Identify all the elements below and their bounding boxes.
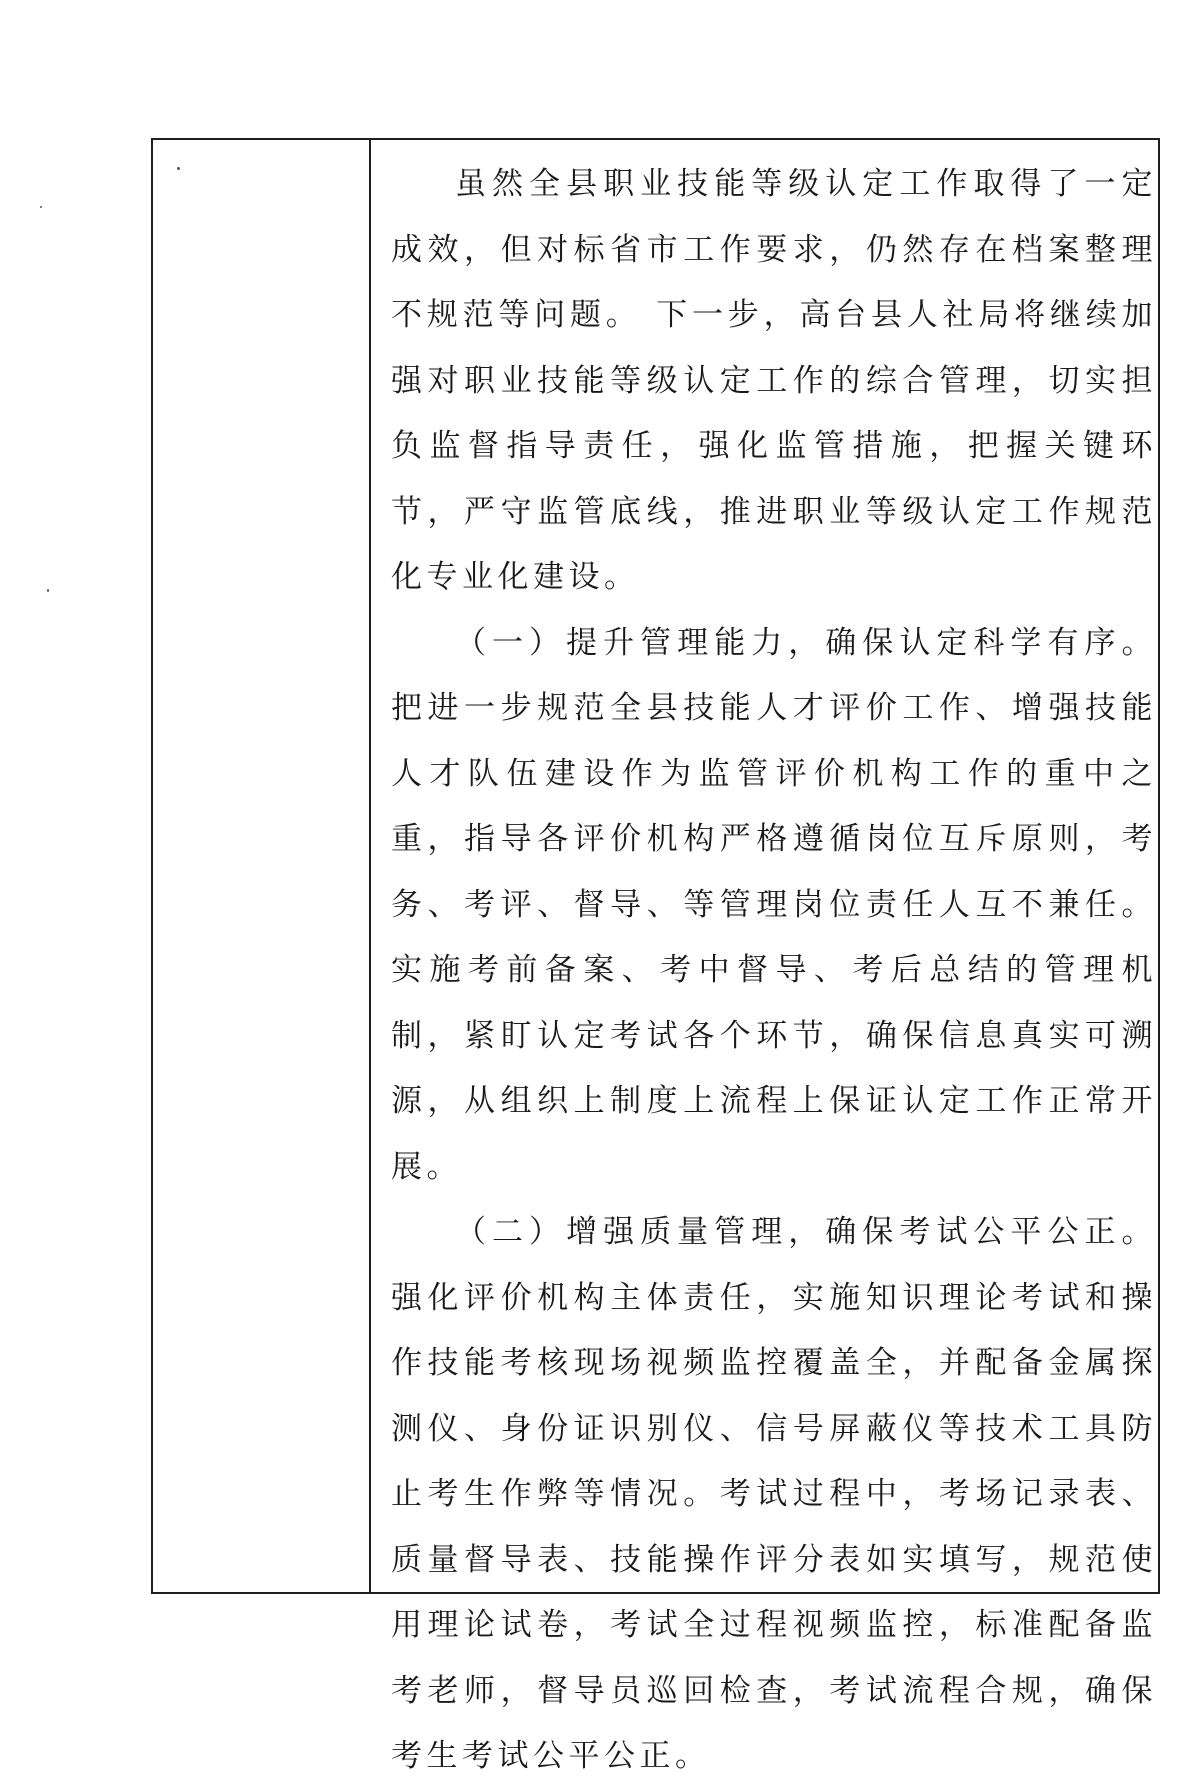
body-text — [391, 152, 1157, 1790]
paragraph-quality-management: （二）增强质量管理，确保考试公平公正。强化评价机构主体责任，实施知识理论考试和操作技能考核现场视频监控覆盖全，并配备金属探测仪、身份证识别仪、信号屏蔽仪等技术工具防止考生作弊等情况。考试过程中，考场记录表、质量督导表、技能操作评分表如实填写，规范使用理论试卷，考试全过程视频监控，标准配备监考老师，督导员巡回检查，考试流程合规，确保考生考试公平公正。 — [391, 1214, 1157, 1774]
paragraph-management-ability: （一）提升管理能力，确保认定科学有序。把进一步规范全县技能人才评价工作、增强技能人才队伍建设作为监管评价机构工作的重中之重，指导各评价机构严格遵循岗位互斥原则，考务、考评、督导、等管理岗位责任人互不兼任。实施考前备案、考中督导、考后总结的管理机制，紧盯认定考试各个环节，确保信息真实可溯源，从组织上制度上流程上保证认定工作正常开展。 — [391, 624, 1157, 1185]
scan-speck — [177, 167, 180, 170]
scan-speck — [40, 206, 42, 208]
left-empty-cell — [153, 140, 369, 1592]
content-cell — [371, 140, 1158, 1774]
bordered-table — [151, 138, 1160, 1774]
scan-speck — [47, 589, 49, 592]
paragraph-summary: 虽然全县职业技能等级认定工作取得了一定成效，但对标省市工作要求，仍然存在档案整理不规范等问题。 下一步，高台县人社局将继续加强对职业技能等级认定工作的综合管理，切实担负监督指导责任，强化监管措施，把握关键环节，严守监管底线，推进职业等级认定工作规范化专业化建设。 — [391, 166, 1157, 595]
